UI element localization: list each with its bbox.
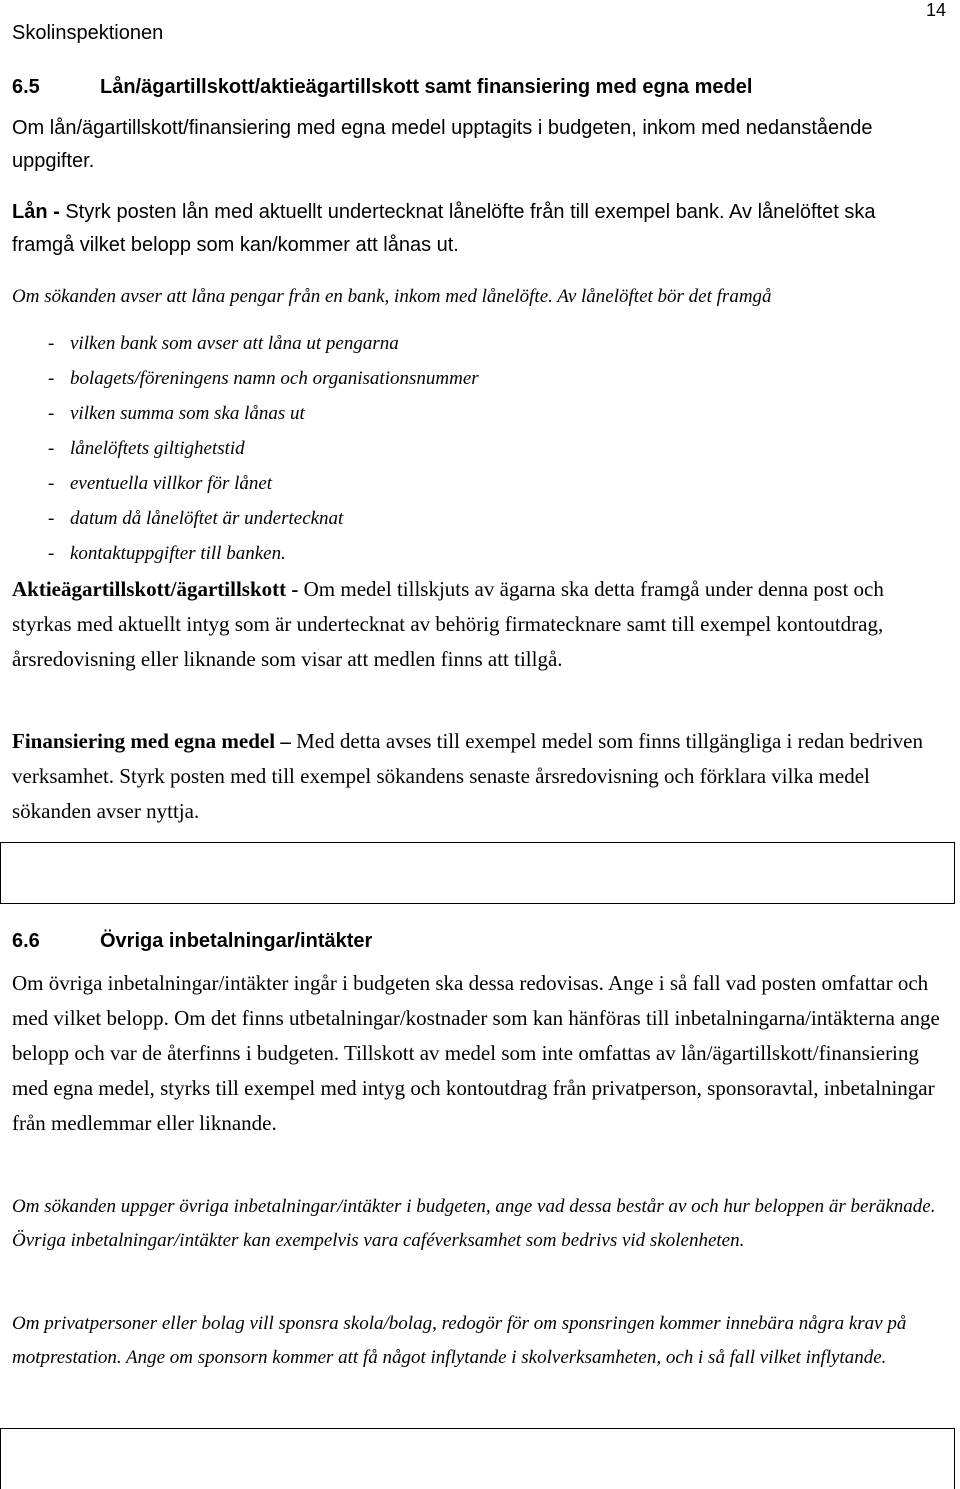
shareholder-contribution-paragraph	[12, 572, 947, 677]
list-item: - vilken bank som avser att låna ut pengarna	[48, 333, 399, 354]
page-number: 14	[925, 0, 946, 20]
answer-textbox-6-5[interactable]	[0, 842, 955, 904]
own-funds-paragraph	[12, 724, 947, 829]
section-6-6-paragraph: Om övriga inbetalningar/intäkter ingår i budgeten ska dessa redovisas. Ange i så fall vad posten omfattar och med vilket belopp. Om det finns utbetalningar/kostnader som kan hänföras till inbetalningarna/intäkterna ange belopp och var de återfinns i budgeten. Tillskott av medel som inte omfattas av lån/ägartillskott/finansiering med egna medel, styrks till exempel med intyg och kontoutdrag från privatperson, sponsoravtal, inbetalningar från medlemmar eller liknande.	[12, 971, 940, 1135]
section-6-5-intro: Om lån/ägartillskott/finansiering med egna medel upptagits i budgeten, inkom med nedanstående uppgifter.	[12, 117, 873, 172]
document-header-title: Skolinspektionen	[12, 22, 164, 44]
own-funds-text: Med detta avses till exempel medel som finns tillgängliga i redan bedriven verksamhet. Styrk posten med till exempel sökandens senaste årsredovisning och förklara vilka medel sökanden avser nyttja.	[12, 729, 923, 823]
loan-paragraph	[12, 196, 942, 262]
list-item: - lånelöftets giltighetstid	[48, 438, 245, 459]
answer-textbox-6-6[interactable]	[0, 1428, 955, 1489]
section-6-6-heading	[12, 930, 372, 953]
list-item: - vilken summa som ska lånas ut	[48, 403, 305, 424]
loan-italic-note: Om sökanden avser att låna pengar från en bank, inkom med lånelöfte. Av lånelöftet bör det framgå	[12, 286, 772, 307]
shareholder-contribution-label: Aktieägartillskott/ägartillskott -	[12, 577, 299, 601]
loan-label: Lån -	[12, 201, 60, 223]
list-item: - kontaktuppgifter till banken.	[48, 543, 286, 564]
section-6-6-italic-note-1: Om sökanden uppger övriga inbetalningar/intäkter i budgeten, ange vad dessa består av och hur beloppen är beräknade. Övriga inbetalningar/intäkter kan exempelvis vara caféverksamhet som bedrivs vid skolenheten.	[12, 1196, 936, 1251]
list-item: - datum då lånelöftet är undertecknat	[48, 508, 344, 529]
section-title: Övriga inbetalningar/intäkter	[100, 930, 373, 952]
section-number: 6.5	[12, 76, 40, 98]
section-6-5-heading	[12, 76, 752, 99]
own-funds-label: Finansiering med egna medel –	[12, 729, 291, 753]
shareholder-contribution-text: Om medel tillskjuts av ägarna ska detta framgå under denna post och styrkas med aktuellt intyg som är undertecknat av behörig firmatecknare samt till exempel kontoutdrag, årsredovisning eller liknande som visar att medlen finns att tillgå.	[12, 577, 884, 671]
section-number: 6.6	[12, 930, 40, 952]
loan-text: Styrk posten lån med aktuellt undertecknat lånelöfte från till exempel bank. Av lånelöftet ska framgå vilket belopp som kan/kommer att lånas ut.	[12, 201, 876, 256]
section-title: Lån/ägartillskott/aktieägartillskott samt finansiering med egna medel	[100, 76, 753, 98]
loan-requirements-list	[12, 326, 479, 571]
section-6-6-italic-note-2: Om privatpersoner eller bolag vill sponsra skola/bolag, redogör för om sponsringen kommer innebära några krav på motprestation. Ange om sponsorn kommer att få något inflytande i skolverksamheten, och i så fall vilket inflytande.	[12, 1313, 907, 1368]
list-item: - eventuella villkor för lånet	[48, 473, 273, 494]
list-item: - bolagets/föreningens namn och organisationsnummer	[48, 368, 479, 389]
